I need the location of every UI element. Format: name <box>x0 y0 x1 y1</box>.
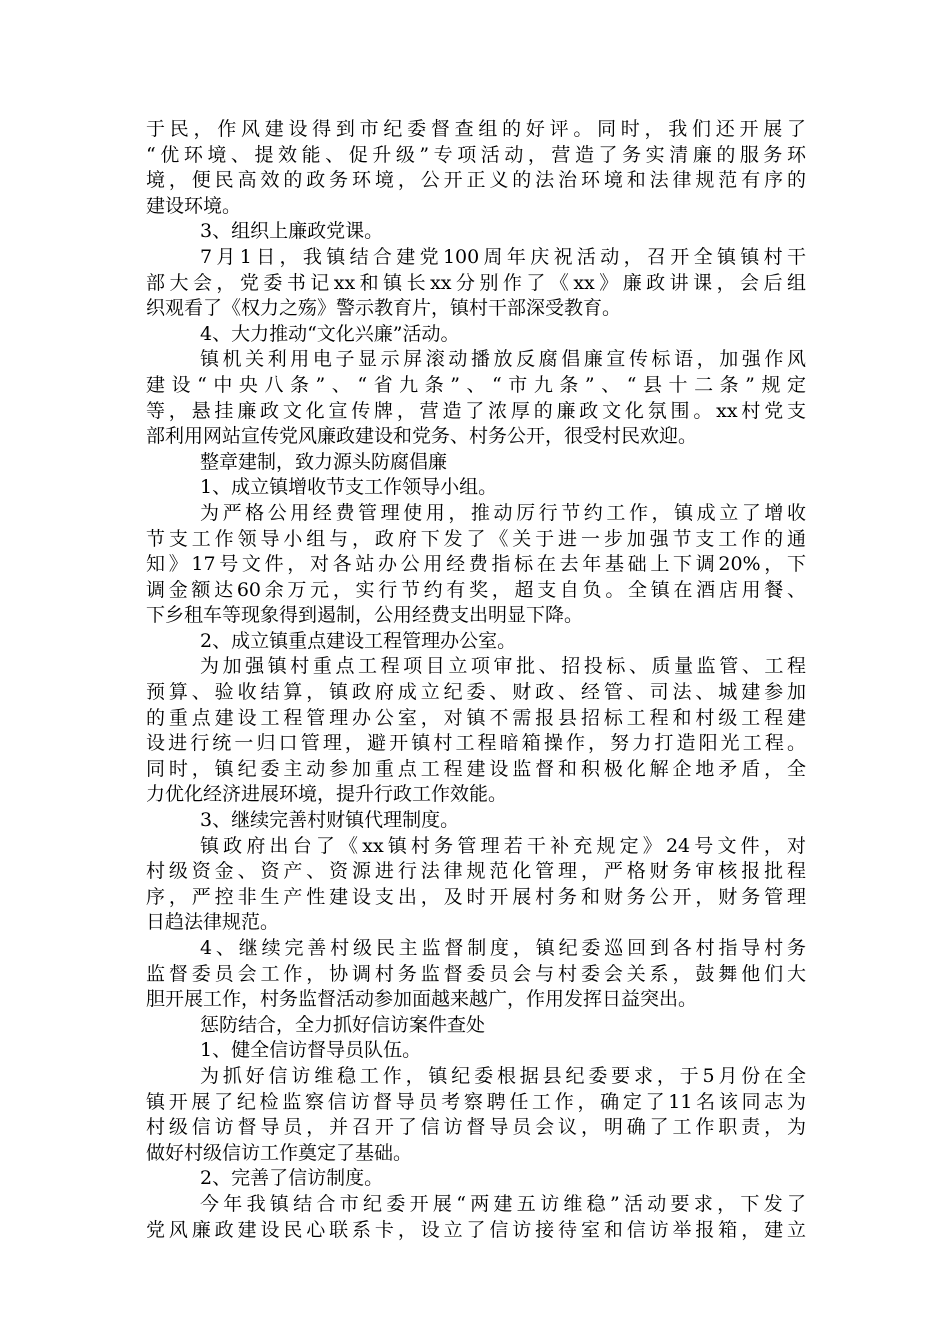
text-line: 2、完善了信访制度。 <box>200 1167 384 1190</box>
text-line: 部利用网站宣传党风廉政建设和党务、村务公开，很受村民欢迎。 <box>146 425 698 448</box>
document-page <box>146 117 806 1243</box>
text-line: 3、继续完善村财镇代理制度。 <box>200 809 460 832</box>
text-line: 今年我镇结合市纪委开展“两建五访维稳”活动要求，下发了 <box>200 1192 806 1215</box>
text-line: 做好村级信访工作奠定了基础。 <box>146 1141 413 1164</box>
text-line: 节支工作领导小组与，政府下发了《关于进一步加强节支工作的通 <box>146 527 806 550</box>
text-line: 建设环境。 <box>146 194 242 217</box>
text-line: 同时，镇纪委主动参加重点工程建设监督和积极化解企地矛盾，全 <box>146 757 806 780</box>
text-line: 的重点建设工程管理办公室，对镇不需报县招标工程和村级工程建 <box>146 706 806 729</box>
text-line: 胆开展工作，村务监督活动参加面越来越广，作用发挥日益突出。 <box>146 988 698 1011</box>
text-line: 序，严控非生产性建设支出，及时开展村务和财务公开，财务管理 <box>146 885 806 908</box>
text-line: 为严格公用经费管理使用，推动厉行节约工作，镇成立了增收 <box>200 501 806 524</box>
text-line: 设进行统一归口管理，避开镇村工程暗箱操作，努力打造阳光工程。 <box>146 732 806 755</box>
text-line: 知》17号文件，对各站办公用经费指标在去年基础上下调20%，下 <box>146 553 806 576</box>
text-line: 等，悬挂廉政文化宣传牌，营造了浓厚的廉政文化氛围。xx村党支 <box>146 399 806 422</box>
text-line: 调金额达60余万元，实行节约有奖，超支自负。全镇在酒店用餐、 <box>146 578 806 601</box>
text-line: 建设“中央八条”、“省九条”、“市九条”、“县十二条”规定 <box>146 373 806 396</box>
text-line: 村级资金、资产、资源进行法律规范化管理，严格财务审核报批程 <box>146 860 806 883</box>
text-line: 境，便民高效的政务环境，公开正义的法治环境和法律规范有序的 <box>146 169 806 192</box>
text-line: 党风廉政建设民心联系卡，设立了信访接待室和信访举报箱，建立 <box>146 1218 806 1241</box>
text-line: 惩防结合，全力抓好信访案件查处 <box>200 1013 486 1036</box>
text-line: 镇政府出台了《xx镇村务管理若干补充规定》24号文件，对 <box>200 834 806 857</box>
text-line: 2、成立镇重点建设工程管理办公室。 <box>200 629 517 652</box>
text-line: 1、健全信访督导员队伍。 <box>200 1039 422 1062</box>
text-line: 预算、验收结算，镇政府成立纪委、财政、经管、司法、城建参加 <box>146 681 806 704</box>
text-line: 下乡租车等现象得到遏制，公用经费支出明显下降。 <box>146 604 584 627</box>
text-line: 4、继续完善村级民主监督制度，镇纪委巡回到各村指导村务 <box>200 937 806 959</box>
text-line: 1、成立镇增收节支工作领导小组。 <box>200 476 498 499</box>
text-line: 日趋法律规范。 <box>146 911 280 934</box>
text-line: 3、组织上廉政党课。 <box>200 220 384 243</box>
text-line: 织观看了《权力之殇》警示教育片，镇村干部深受教育。 <box>146 297 622 320</box>
text-line: 为加强镇村重点工程项目立项审批、招投标、质量监管、工程 <box>200 655 806 678</box>
text-line: 镇机关利用电子显示屏滚动播放反腐倡廉宣传标语，加强作风 <box>200 348 806 371</box>
text-line: 村级信访督导员，并召开了信访督导员会议，明确了工作职责，为 <box>146 1116 806 1139</box>
text-line: 监督委员会工作，协调村务监督委员会与村委会关系，鼓舞他们大 <box>146 962 806 985</box>
text-line: 为抓好信访维稳工作，镇纪委根据县纪委要求，于5月份在全 <box>200 1064 806 1087</box>
text-line: 7月1日，我镇结合建党100周年庆祝活动，召开全镇镇村干 <box>200 245 806 268</box>
text-line: 整章建制，致力源头防腐倡廉 <box>200 450 448 473</box>
text-line: “优环境、提效能、促升级”专项活动，营造了务实清廉的服务环 <box>146 143 806 166</box>
text-line: 镇开展了纪检监察信访督导员考察聘任工作，确定了11名该同志为 <box>146 1090 806 1113</box>
text-line: 力优化经济进展环境，提升行政工作效能。 <box>146 783 508 806</box>
text-line: 于民，作风建设得到市纪委督查组的好评。同时，我们还开展了 <box>146 118 806 140</box>
text-line: 4、大力推动“文化兴廉”活动。 <box>200 322 460 345</box>
text-line: 部大会，党委书记xx和镇长xx分别作了《xx》廉政讲课，会后组 <box>146 271 806 294</box>
